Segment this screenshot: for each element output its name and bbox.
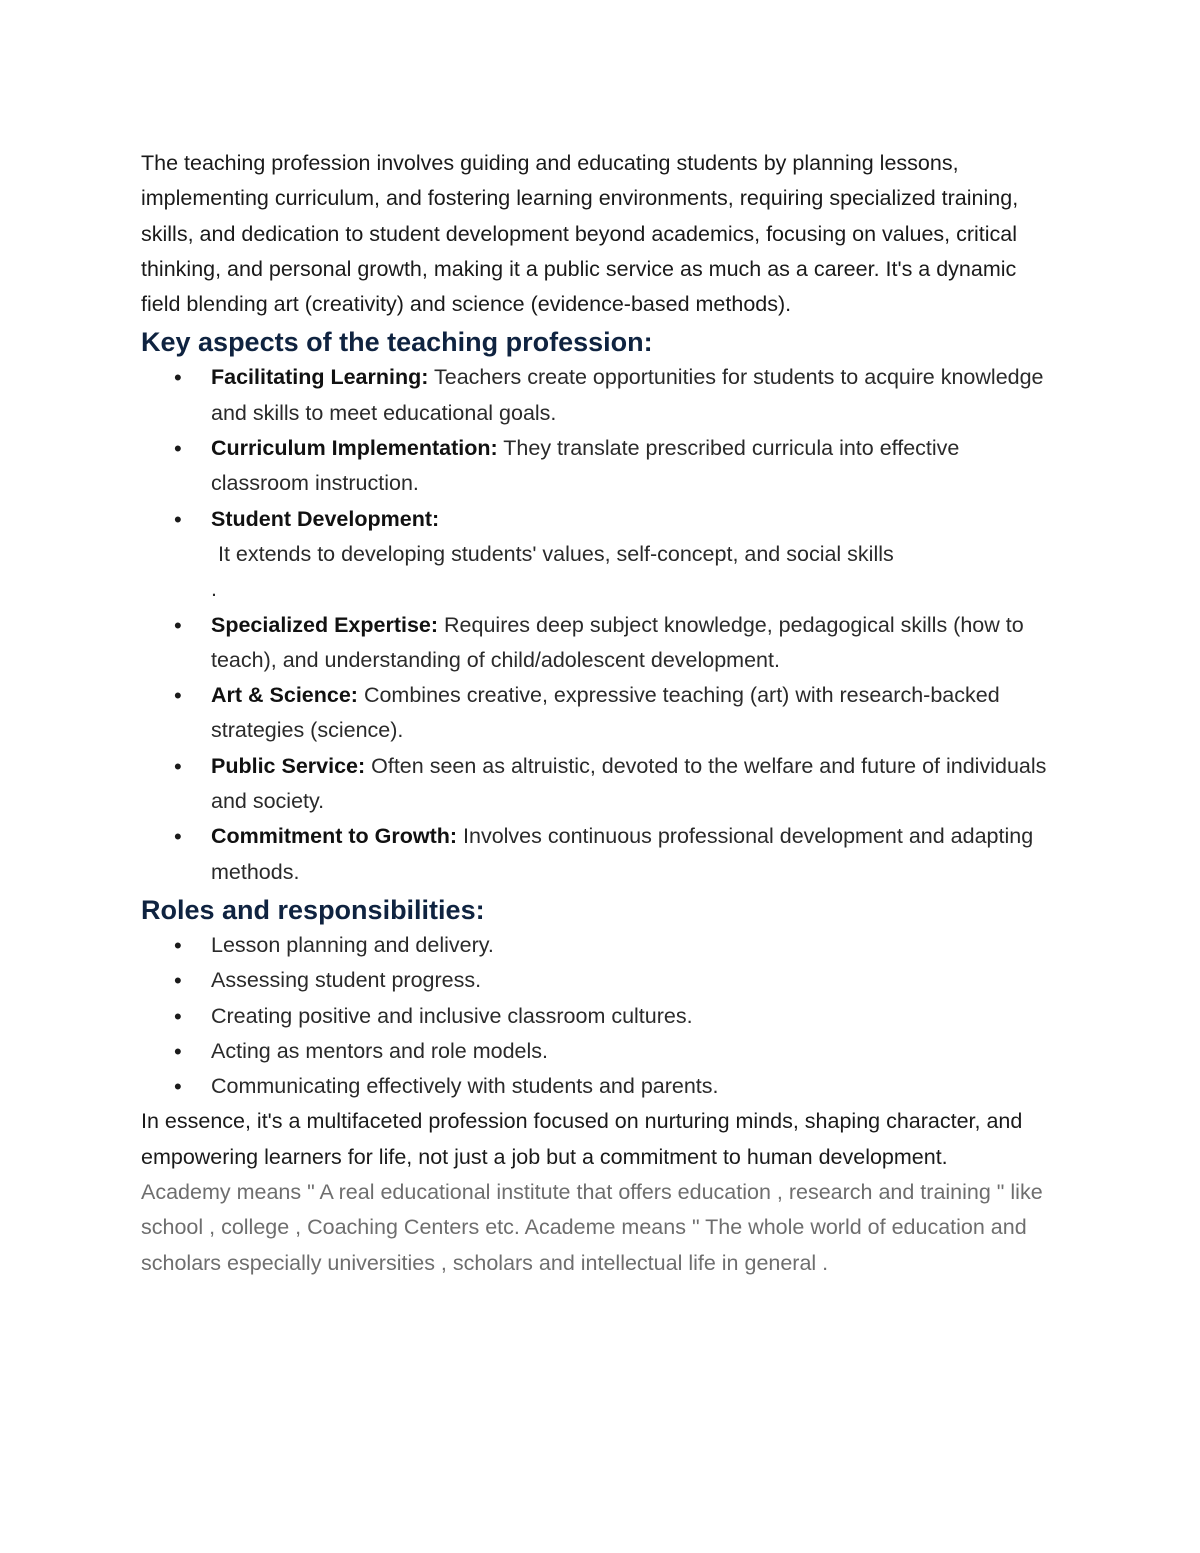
bullet-icon: • [174, 365, 182, 391]
bullet-icon: • [174, 683, 182, 709]
list-item [141, 928, 1051, 963]
aspect-description: Teachers create opportunities for students to acquire knowledge and skills to meet educational goals. [211, 365, 1044, 425]
aspect-term: Student Development: [211, 506, 440, 531]
bullet-icon: • [174, 932, 182, 958]
aspect-term: Curriculum Implementation: [211, 436, 498, 461]
role-text: Lesson planning and delivery. [211, 932, 494, 957]
aspect-term: Public Service: [211, 753, 366, 778]
bullet-icon: • [174, 1038, 182, 1064]
bullet-icon: • [174, 612, 182, 638]
aspect-term: Specialized Expertise: [211, 612, 439, 637]
aspect-description: They translate prescribed curricula into effective classroom instruction. [211, 436, 960, 496]
bullet-icon: • [174, 968, 182, 994]
academy-paragraph: Academy means " A real educational institute that offers education , research and training " like school , college , Coaching Centers etc. Academe means " The whole world of education and scholars especially universities , scholars and intellectual life in general . [141, 1180, 1043, 1275]
list-item [141, 1069, 1051, 1104]
key-aspects-heading: Key aspects of the teaching profession: [141, 327, 653, 358]
list-item [141, 999, 1051, 1034]
aspect-term: Art & Science: [211, 683, 358, 708]
bullet-icon: • [174, 436, 182, 462]
role-text: Communicating effectively with students and parents. [211, 1074, 719, 1099]
role-text: Acting as mentors and role models. [211, 1038, 548, 1063]
essence-paragraph: In essence, it's a multifaceted profession focused on nurturing minds, shaping character, and empowering learners for life, not just a job but a commitment to human development. [141, 1109, 1023, 1169]
roles-list [141, 928, 1051, 1104]
list-item [141, 1034, 1051, 1069]
aspect-term: Facilitating Learning: [211, 365, 429, 390]
bullet-icon: • [174, 1003, 182, 1029]
list-item [141, 431, 1051, 502]
bullet-icon: • [174, 1074, 182, 1100]
aspect-description: It extends to developing students' values, self-concept, and social skills [218, 541, 894, 566]
list-item [141, 360, 1051, 431]
roles-heading: Roles and responsibilities: [141, 894, 485, 925]
role-text: Assessing student progress. [211, 968, 482, 993]
aspect-trailing-period: . [211, 577, 217, 602]
role-text: Creating positive and inclusive classroom cultures. [211, 1003, 693, 1028]
list-item [141, 819, 1051, 890]
aspect-term: Commitment to Growth: [211, 824, 458, 849]
list-item [141, 963, 1051, 998]
list-item [141, 502, 1051, 608]
bullet-icon: • [174, 506, 182, 532]
key-aspects-list [141, 360, 1051, 889]
aspect-description: Often seen as altruistic, devoted to the welfare and future of individuals and society. [211, 753, 1047, 814]
list-item [141, 678, 1051, 749]
list-item [141, 608, 1051, 679]
bullet-icon: • [174, 824, 182, 850]
intro-paragraph: The teaching profession involves guiding and educating students by planning lessons, implementing curriculum, and fostering learning environments, requiring specialized training, skills, and dedication to student development beyond academics, focusing on values, critical thinking, and personal growth, making it a public service as much as a career. It's a dynamic field blending art (creativity) and science (evidence-based methods). [141, 151, 1019, 317]
aspect-description: Requires deep subject knowledge, pedagogical skills (how to teach), and understanding of child/adolescent development. [211, 612, 1024, 672]
document-page [141, 146, 1051, 1281]
aspect-description: Involves continuous professional development and adapting methods. [211, 824, 1034, 884]
bullet-icon: • [174, 753, 182, 779]
list-item [141, 749, 1051, 820]
aspect-description: Combines creative, expressive teaching (art) with research-backed strategies (science). [211, 683, 1000, 743]
